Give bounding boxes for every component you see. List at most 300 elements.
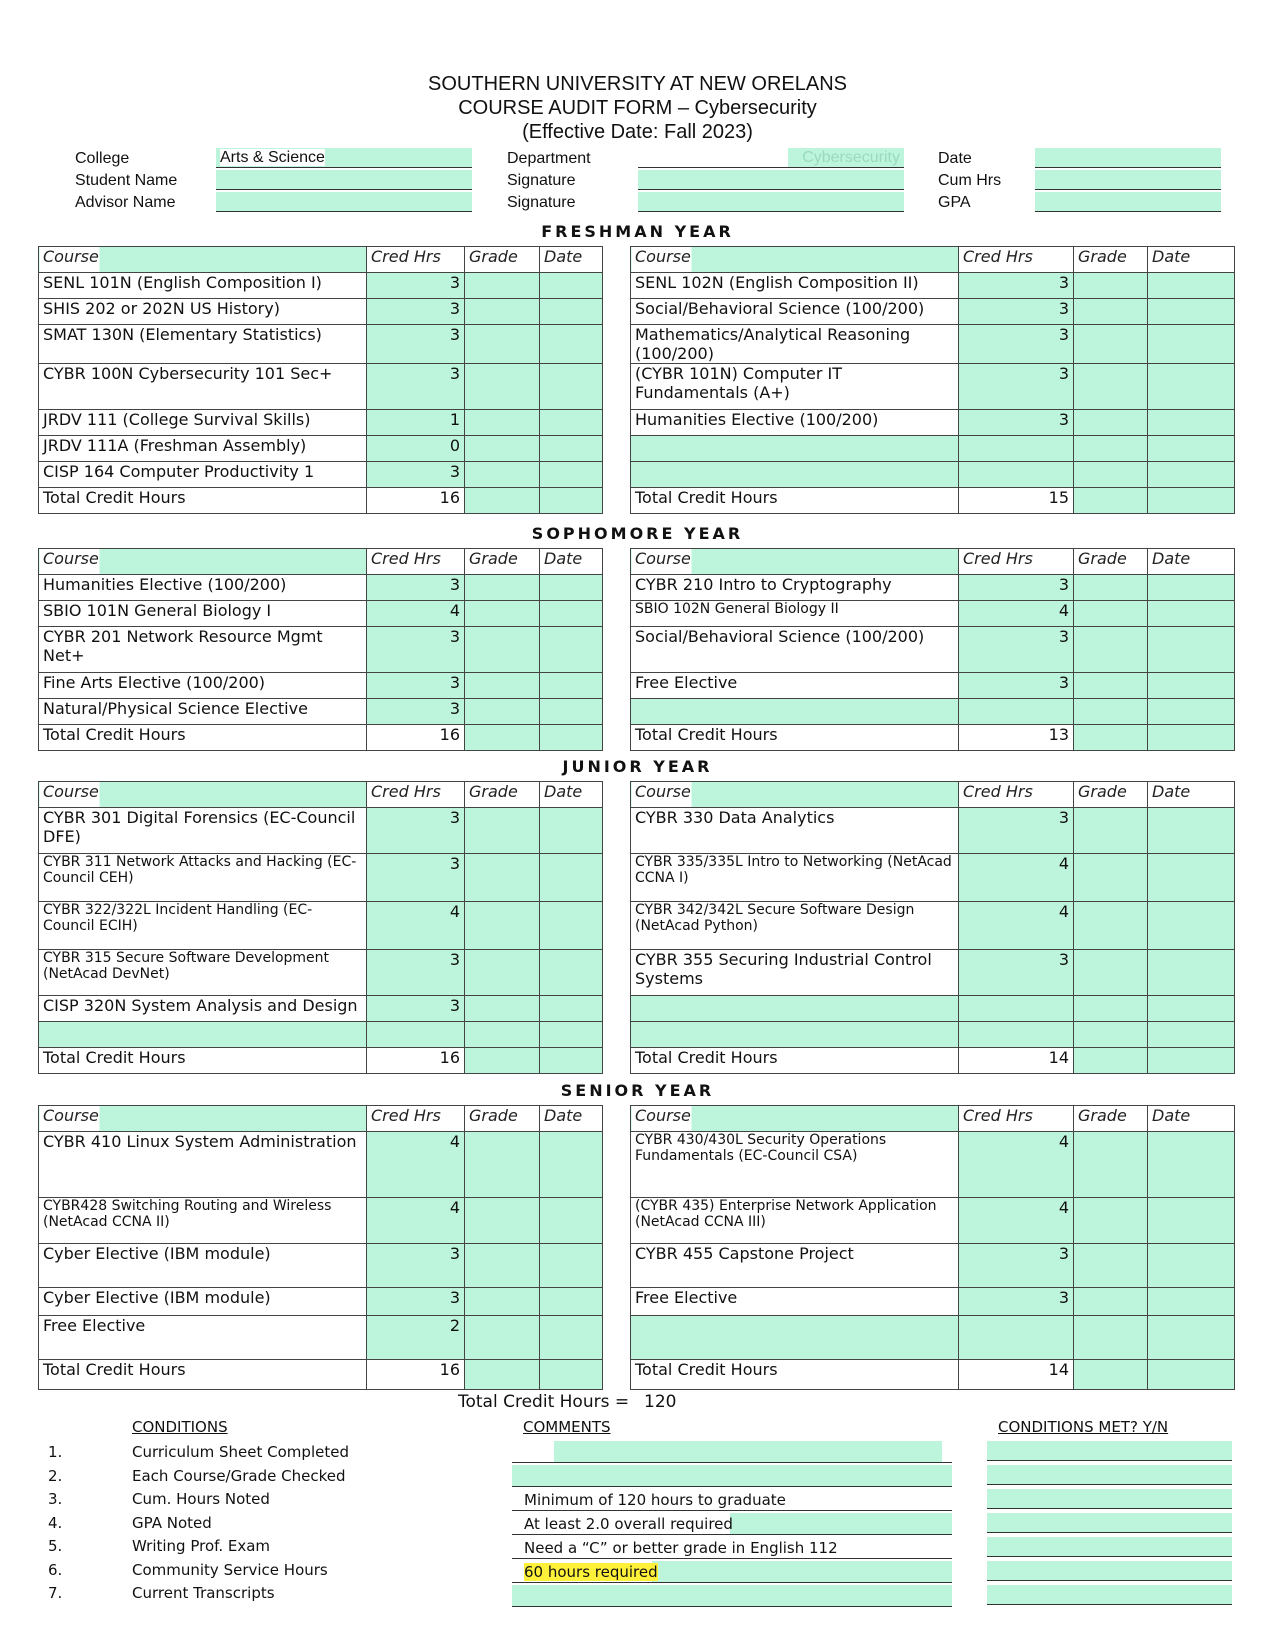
grade-cell[interactable] (1074, 1288, 1148, 1316)
date-cell[interactable] (540, 1132, 603, 1198)
grade-cell[interactable] (465, 1316, 540, 1360)
department-field[interactable] (638, 148, 904, 168)
column-gap (603, 996, 631, 1022)
date-cell[interactable] (540, 854, 603, 902)
advisor-name-field[interactable] (216, 192, 472, 212)
cum-hrs-field[interactable] (1035, 170, 1221, 190)
credit-hours-cell[interactable]: 4 (367, 1132, 465, 1198)
grade-cell[interactable] (1074, 299, 1148, 325)
date-cell[interactable] (540, 488, 603, 514)
credit-hours-cell[interactable]: 3 (959, 273, 1074, 299)
grade-cell[interactable] (465, 808, 540, 854)
column-gap (603, 1106, 631, 1132)
grade-cell[interactable] (465, 436, 540, 462)
date-cell[interactable] (540, 673, 603, 699)
grade-cell[interactable] (465, 410, 540, 436)
table-row (39, 410, 1235, 436)
credit-hours-cell[interactable]: 4 (367, 1198, 465, 1244)
comment-line[interactable] (512, 1465, 952, 1487)
date-cell[interactable] (1148, 410, 1235, 436)
grade-cell[interactable] (465, 854, 540, 902)
date-cell[interactable] (1148, 902, 1235, 950)
date-cell[interactable] (1148, 699, 1235, 725)
date-cell[interactable] (1148, 627, 1235, 673)
grade-cell[interactable] (465, 1360, 540, 1390)
date-cell[interactable] (1148, 488, 1235, 514)
condition-text: Writing Prof. Exam (132, 1537, 271, 1555)
condition-number: 7. (48, 1584, 63, 1602)
grade-cell[interactable] (1074, 436, 1148, 462)
college-value: Arts & Science (220, 149, 325, 166)
gpa-field[interactable] (1035, 192, 1221, 212)
college-field[interactable] (216, 148, 472, 168)
grade-cell[interactable] (1074, 950, 1148, 996)
credit-hours-cell[interactable]: 15 (959, 488, 1074, 514)
grade-cell[interactable] (1074, 1022, 1148, 1048)
freshman-year-title: FRESHMAN YEAR (541, 222, 734, 241)
course-name-cell: Cyber Elective (IBM module) (39, 1288, 367, 1316)
grade-cell[interactable] (1074, 325, 1148, 364)
column-gap (603, 699, 631, 725)
date-cell[interactable] (1148, 575, 1235, 601)
column-gap (603, 725, 631, 751)
date-cell[interactable] (540, 808, 603, 854)
column-gap (603, 1288, 631, 1316)
credit-hours-cell[interactable]: 3 (367, 575, 465, 601)
sophomore-year-title: SOPHOMORE YEAR (531, 524, 744, 543)
column-gap (603, 601, 631, 627)
condition-met-field[interactable] (987, 1537, 1232, 1557)
course-name-cell: Humanities Elective (100/200) (631, 410, 959, 436)
course-name-cell: CYBR 210 Intro to Cryptography (631, 575, 959, 601)
date-cell[interactable] (1148, 325, 1235, 364)
grade-cell[interactable] (1074, 410, 1148, 436)
credit-hours-cell[interactable] (959, 1316, 1074, 1360)
date-cell[interactable] (540, 273, 603, 299)
credit-hours-cell[interactable]: 4 (367, 902, 465, 950)
date-cell[interactable] (1148, 996, 1235, 1022)
date-cell[interactable] (1148, 462, 1235, 488)
date-cell[interactable] (1148, 950, 1235, 996)
course-name-cell: SENL 102N (English Composition II) (631, 273, 959, 299)
condition-text: Cum. Hours Noted (132, 1490, 270, 1508)
date-cell[interactable] (540, 699, 603, 725)
date-cell[interactable] (540, 627, 603, 673)
condition-met-field[interactable] (987, 1561, 1232, 1581)
date-cell[interactable] (1148, 854, 1235, 902)
credit-hours-cell[interactable]: 3 (367, 996, 465, 1022)
date-cell[interactable] (1148, 1316, 1235, 1360)
grade-cell[interactable] (465, 1244, 540, 1288)
column-gap (603, 1132, 631, 1198)
credit-hours-cell[interactable] (959, 699, 1074, 725)
column-header-course: Course (631, 782, 959, 808)
column-gap (603, 1198, 631, 1244)
signature-student-label: Signature (507, 172, 576, 189)
credit-hours-cell[interactable]: 0 (367, 436, 465, 462)
condition-met-field[interactable] (987, 1441, 1232, 1461)
grade-cell[interactable] (465, 601, 540, 627)
grade-cell[interactable] (1074, 808, 1148, 854)
date-cell[interactable] (1148, 273, 1235, 299)
column-header-date: Date (540, 247, 603, 273)
course-name-cell: CISP 164 Computer Productivity 1 (39, 462, 367, 488)
column-header-cred: Cred Hrs (367, 247, 465, 273)
table-row (39, 1244, 1235, 1288)
grade-cell[interactable] (1074, 1244, 1148, 1288)
table-row (39, 725, 1235, 751)
grade-cell[interactable] (465, 725, 540, 751)
grade-cell[interactable] (465, 462, 540, 488)
credit-hours-cell[interactable]: 3 (959, 1288, 1074, 1316)
grade-cell[interactable] (1074, 725, 1148, 751)
table-header-row (39, 549, 1235, 575)
column-gap (603, 950, 631, 996)
course-name-cell: CYBR 201 Network Resource Mgmt Net+ (39, 627, 367, 673)
credit-hours-cell[interactable]: 3 (959, 673, 1074, 699)
table-row (39, 996, 1235, 1022)
date-cell[interactable] (540, 1022, 603, 1048)
credit-hours-cell[interactable]: 1 (367, 410, 465, 436)
course-name-cell: CYBR 342/342L Secure Software Design (NetAcad Python) (631, 902, 959, 950)
course-name-cell: JRDV 111 (College Survival Skills) (39, 410, 367, 436)
column-header-date: Date (1148, 549, 1235, 575)
grade-cell[interactable] (1074, 1132, 1148, 1198)
grade-cell[interactable] (465, 273, 540, 299)
date-cell[interactable] (540, 1360, 603, 1390)
credit-hours-cell[interactable]: 3 (367, 854, 465, 902)
table-row (39, 902, 1235, 950)
table-row (39, 575, 1235, 601)
credit-hours-cell[interactable]: 3 (367, 950, 465, 996)
table-row (39, 325, 1235, 364)
date-cell[interactable] (540, 436, 603, 462)
column-gap (603, 1244, 631, 1288)
course-name-cell: CYBR 315 Secure Software Development (NetAcad DevNet) (39, 950, 367, 996)
column-gap (603, 1022, 631, 1048)
course-name-cell: CYBR 301 Digital Forensics (EC-Council DFE) (39, 808, 367, 854)
grade-cell[interactable] (465, 950, 540, 996)
credit-hours-cell[interactable]: 3 (367, 673, 465, 699)
credit-hours-cell[interactable]: 4 (959, 601, 1074, 627)
date-cell[interactable] (1148, 364, 1235, 410)
credit-hours-cell[interactable]: 16 (367, 725, 465, 751)
condition-text: Each Course/Grade Checked (132, 1466, 346, 1485)
date-cell[interactable] (1148, 1288, 1235, 1316)
grade-cell[interactable] (465, 1022, 540, 1048)
student-name-field[interactable] (216, 170, 472, 190)
course-name-cell: CYBR 100N Cybersecurity 101 Sec+ (39, 364, 367, 410)
date-cell[interactable] (540, 1048, 603, 1074)
column-header-grade: Grade (465, 1106, 540, 1132)
column-header-cred: Cred Hrs (959, 1106, 1074, 1132)
comment-line[interactable] (512, 1537, 952, 1559)
credit-hours-cell[interactable] (367, 1022, 465, 1048)
table-row (39, 627, 1235, 673)
credit-hours-cell[interactable]: 3 (367, 808, 465, 854)
credit-hours-cell[interactable]: 3 (959, 627, 1074, 673)
grade-cell[interactable] (1074, 1198, 1148, 1244)
grade-cell[interactable] (1074, 902, 1148, 950)
credit-hours-cell[interactable]: 4 (959, 902, 1074, 950)
date-cell[interactable] (1148, 1244, 1235, 1288)
column-gap (603, 410, 631, 436)
course-name-cell: Total Credit Hours (39, 1360, 367, 1390)
date-cell[interactable] (1148, 1022, 1235, 1048)
date-cell[interactable] (540, 601, 603, 627)
column-gap (603, 854, 631, 902)
course-name-cell: CYBR 335/335L Intro to Networking (NetAcad CCNA I) (631, 854, 959, 902)
grade-cell[interactable] (1074, 364, 1148, 410)
grade-cell[interactable] (1074, 996, 1148, 1022)
signature-advisor-field[interactable] (638, 192, 904, 212)
condition-number: 1. (48, 1443, 63, 1461)
date-cell[interactable] (1148, 808, 1235, 854)
credit-hours-cell[interactable]: 4 (959, 1198, 1074, 1244)
condition-met-field[interactable] (987, 1585, 1232, 1605)
grade-cell[interactable] (1074, 462, 1148, 488)
date-field[interactable] (1035, 148, 1221, 168)
course-name-cell (631, 436, 959, 462)
grade-cell[interactable] (465, 902, 540, 950)
credit-hours-cell[interactable]: 16 (367, 1048, 465, 1074)
credit-hours-cell[interactable]: 4 (959, 1132, 1074, 1198)
date-cell[interactable] (1148, 725, 1235, 751)
form-effective-date: (Effective Date: Fall 2023) (522, 121, 753, 143)
credit-hours-cell[interactable]: 3 (959, 1244, 1074, 1288)
date-label: Date (938, 150, 972, 167)
grade-cell[interactable] (1074, 1048, 1148, 1074)
table-row (39, 950, 1235, 996)
date-cell[interactable] (1148, 1360, 1235, 1390)
credit-hours-cell[interactable]: 3 (367, 1288, 465, 1316)
column-header-grade: Grade (465, 782, 540, 808)
grade-cell[interactable] (1074, 488, 1148, 514)
date-cell[interactable] (540, 1316, 603, 1360)
course-name-cell: SBIO 101N General Biology I (39, 601, 367, 627)
grade-cell[interactable] (1074, 627, 1148, 673)
credit-hours-cell[interactable]: 3 (959, 299, 1074, 325)
date-cell[interactable] (1148, 1198, 1235, 1244)
signature-advisor-label: Signature (507, 194, 576, 211)
column-header-date: Date (1148, 782, 1235, 808)
credit-hours-cell[interactable] (959, 996, 1074, 1022)
column-gap (603, 673, 631, 699)
table-row (39, 601, 1235, 627)
credit-hours-cell[interactable]: 3 (367, 462, 465, 488)
course-name-cell: CYBR 410 Linux System Administration (39, 1132, 367, 1198)
credit-hours-cell[interactable]: 3 (367, 364, 465, 410)
credit-hours-cell[interactable]: 14 (959, 1048, 1074, 1074)
condition-met-field[interactable] (987, 1489, 1232, 1509)
comment-line[interactable] (512, 1585, 952, 1607)
credit-hours-cell[interactable]: 3 (367, 627, 465, 673)
grade-cell[interactable] (465, 699, 540, 725)
credit-hours-cell[interactable] (959, 462, 1074, 488)
credit-hours-cell[interactable]: 3 (367, 273, 465, 299)
date-cell[interactable] (540, 1198, 603, 1244)
grade-cell[interactable] (465, 627, 540, 673)
credit-hours-cell[interactable]: 14 (959, 1360, 1074, 1390)
comment-line[interactable] (512, 1489, 952, 1511)
comment-text: Minimum of 120 hours to graduate (524, 1491, 786, 1509)
credit-hours-cell[interactable] (959, 1022, 1074, 1048)
condition-met-field[interactable] (987, 1465, 1232, 1485)
grade-cell[interactable] (465, 673, 540, 699)
column-header-date: Date (540, 1106, 603, 1132)
grade-cell[interactable] (465, 1132, 540, 1198)
course-name-cell (631, 699, 959, 725)
credit-hours-cell[interactable]: 3 (367, 325, 465, 364)
credit-hours-cell[interactable]: 13 (959, 725, 1074, 751)
grade-cell[interactable] (465, 325, 540, 364)
date-cell[interactable] (540, 950, 603, 996)
grade-cell[interactable] (1074, 699, 1148, 725)
credit-hours-cell[interactable]: 3 (367, 299, 465, 325)
column-gap (603, 902, 631, 950)
grade-cell[interactable] (465, 575, 540, 601)
credit-hours-cell[interactable]: 4 (959, 854, 1074, 902)
condition-met-field[interactable] (987, 1513, 1232, 1533)
column-header-date: Date (540, 549, 603, 575)
course-name-cell: SENL 101N (English Composition I) (39, 273, 367, 299)
credit-hours-cell[interactable] (959, 436, 1074, 462)
credit-hours-cell[interactable]: 3 (367, 1244, 465, 1288)
grade-cell[interactable] (1074, 854, 1148, 902)
grade-cell[interactable] (465, 996, 540, 1022)
column-gap (603, 627, 631, 673)
date-cell[interactable] (540, 725, 603, 751)
column-gap (603, 299, 631, 325)
column-header-cred: Cred Hrs (367, 549, 465, 575)
table-row (39, 808, 1235, 854)
credit-hours-cell[interactable]: 3 (959, 950, 1074, 996)
column-header-grade: Grade (1074, 549, 1148, 575)
course-name-cell: Free Elective (631, 1288, 959, 1316)
condition-text: Community Service Hours (132, 1560, 328, 1579)
date-cell[interactable] (540, 902, 603, 950)
grade-cell[interactable] (465, 1198, 540, 1244)
course-name-cell: CYBR 322/322L Incident Handling (EC-Council ECIH) (39, 902, 367, 950)
column-gap (603, 462, 631, 488)
condition-number: 3. (48, 1490, 63, 1508)
credit-hours-cell[interactable]: 16 (367, 1360, 465, 1390)
credit-hours-cell[interactable]: 3 (959, 364, 1074, 410)
credit-hours-cell[interactable]: 3 (959, 325, 1074, 364)
grade-cell[interactable] (1074, 1360, 1148, 1390)
course-name-cell: Mathematics/Analytical Reasoning (100/200) (631, 325, 959, 364)
course-name-cell: Free Elective (39, 1316, 367, 1360)
grade-cell[interactable] (1074, 575, 1148, 601)
column-gap (603, 273, 631, 299)
grade-cell[interactable] (1074, 673, 1148, 699)
course-name-cell (631, 1316, 959, 1360)
date-cell[interactable] (1148, 601, 1235, 627)
date-cell[interactable] (540, 1288, 603, 1316)
credit-hours-cell[interactable]: 16 (367, 488, 465, 514)
credit-hours-cell[interactable]: 2 (367, 1316, 465, 1360)
course-name-cell: Total Credit Hours (39, 725, 367, 751)
grade-cell[interactable] (465, 364, 540, 410)
table-row (39, 462, 1235, 488)
grade-cell[interactable] (1074, 601, 1148, 627)
date-cell[interactable] (1148, 1048, 1235, 1074)
table-row (39, 273, 1235, 299)
course-name-cell: Cyber Elective (IBM module) (39, 1244, 367, 1288)
date-cell[interactable] (540, 325, 603, 364)
grade-cell[interactable] (465, 1288, 540, 1316)
date-cell[interactable] (1148, 436, 1235, 462)
column-header-grade: Grade (1074, 1106, 1148, 1132)
column-gap (603, 1360, 631, 1390)
column-header-cred: Cred Hrs (367, 1106, 465, 1132)
date-cell[interactable] (1148, 299, 1235, 325)
credit-hours-cell[interactable]: 4 (367, 601, 465, 627)
column-header-grade: Grade (1074, 782, 1148, 808)
date-cell[interactable] (540, 299, 603, 325)
date-cell[interactable] (540, 996, 603, 1022)
course-name-cell: CISP 320N System Analysis and Design (39, 996, 367, 1022)
course-name-cell: CYBR 430/430L Security Operations Fundamentals (EC-Council CSA) (631, 1132, 959, 1198)
date-cell[interactable] (1148, 673, 1235, 699)
course-name-cell: Total Credit Hours (631, 1360, 959, 1390)
course-name-cell: CYBR 330 Data Analytics (631, 808, 959, 854)
comment-line[interactable] (512, 1513, 952, 1535)
date-cell[interactable] (1148, 1132, 1235, 1198)
signature-student-field[interactable] (638, 170, 904, 190)
comment-line[interactable] (512, 1441, 952, 1463)
condition-number: 6. (48, 1560, 63, 1579)
date-cell[interactable] (540, 462, 603, 488)
column-header-grade: Grade (465, 247, 540, 273)
date-cell[interactable] (540, 364, 603, 410)
credit-hours-cell[interactable]: 3 (959, 575, 1074, 601)
grade-cell[interactable] (465, 488, 540, 514)
course-name-cell: (CYBR 101N) Computer IT Fundamentals (A+) (631, 364, 959, 410)
column-gap (603, 1048, 631, 1074)
grade-cell[interactable] (1074, 1316, 1148, 1360)
column-gap (603, 488, 631, 514)
comment-line[interactable] (512, 1561, 952, 1583)
date-cell[interactable] (540, 410, 603, 436)
course-name-cell: (CYBR 435) Enterprise Network Application (NetAcad CCNA III) (631, 1198, 959, 1244)
column-gap (603, 549, 631, 575)
table-row (39, 1048, 1235, 1074)
table-header-row (39, 247, 1235, 273)
table-row (39, 854, 1235, 902)
column-header-date: Date (1148, 1106, 1235, 1132)
credit-hours-cell[interactable]: 3 (959, 410, 1074, 436)
gpa-label: GPA (938, 194, 971, 211)
table-row (39, 1288, 1235, 1316)
credit-hours-cell[interactable]: 3 (959, 808, 1074, 854)
condition-text: GPA Noted (132, 1513, 212, 1532)
course-name-cell: Total Credit Hours (631, 488, 959, 514)
column-gap (603, 436, 631, 462)
date-cell[interactable] (540, 1244, 603, 1288)
column-header-date: Date (1148, 247, 1235, 273)
credit-hours-cell[interactable]: 3 (367, 699, 465, 725)
condition-number: 4. (48, 1513, 63, 1532)
column-header-grade: Grade (1074, 247, 1148, 273)
table-header-row (39, 1106, 1235, 1132)
course-name-cell: Total Credit Hours (39, 1048, 367, 1074)
grade-cell[interactable] (465, 1048, 540, 1074)
grade-cell[interactable] (1074, 273, 1148, 299)
date-cell[interactable] (540, 575, 603, 601)
grand-total-value: 120 (644, 1392, 677, 1412)
grade-cell[interactable] (465, 299, 540, 325)
